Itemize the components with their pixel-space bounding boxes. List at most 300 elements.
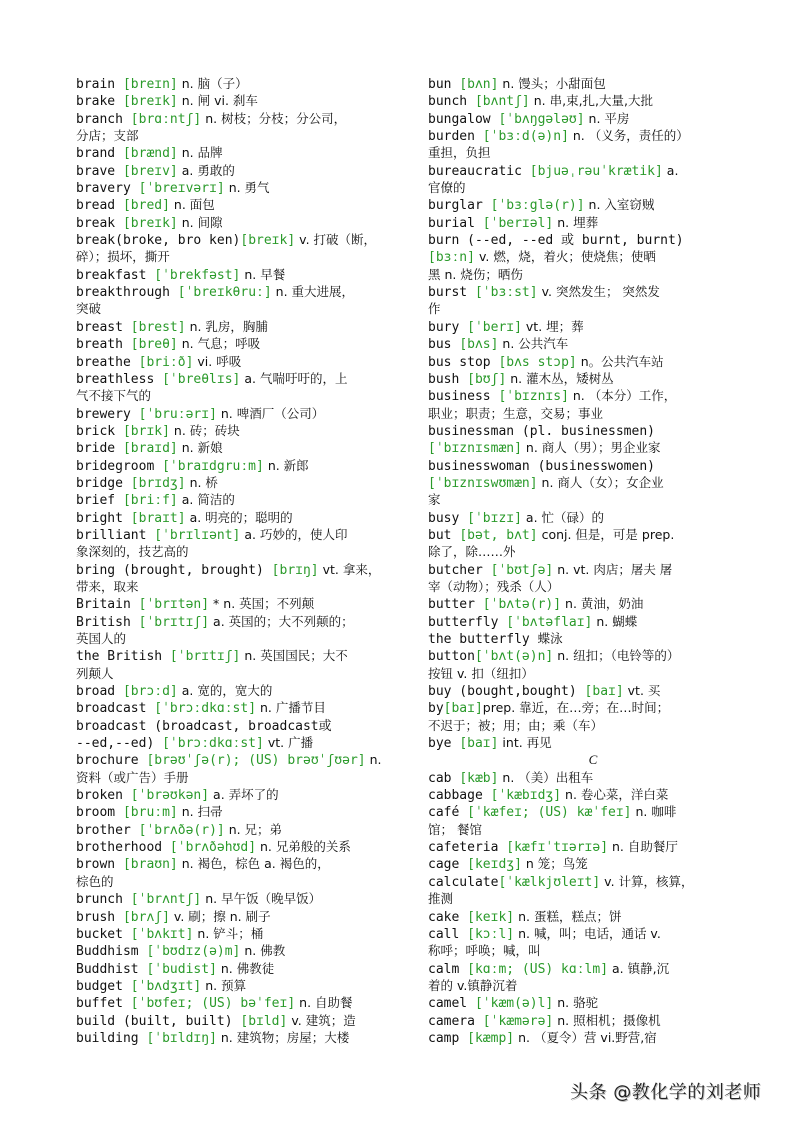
headword: bureaucratic bbox=[428, 163, 530, 179]
definition: a. 巧妙的，使人印 bbox=[240, 526, 348, 542]
definition: n. 灌木丛，矮树丛 bbox=[506, 370, 614, 386]
headword: --ed,--ed) bbox=[76, 736, 163, 752]
definition: n. 面包 bbox=[169, 197, 215, 213]
entry-line bbox=[428, 127, 758, 144]
entry-line bbox=[76, 491, 406, 508]
definition: n. 英国国民；大不 bbox=[240, 648, 348, 664]
definition: n。公共汽车站 bbox=[576, 353, 664, 369]
definition: n. 砖；砖块 bbox=[169, 422, 240, 438]
phonetic: [ˈbraɪdgruːm] bbox=[162, 458, 264, 474]
definition: a. 宽的，宽大的 bbox=[177, 683, 273, 699]
entry-line bbox=[76, 647, 406, 664]
entry-line bbox=[76, 266, 406, 283]
definition: 气不接下气的 bbox=[76, 388, 152, 404]
entry-line bbox=[76, 873, 406, 890]
definition: n. （本分）工作， bbox=[568, 388, 677, 404]
definition: 列颠人 bbox=[76, 665, 114, 681]
phonetic: [breɪv] bbox=[122, 163, 178, 179]
definition: n. 商人（男）；男企业家 bbox=[521, 440, 661, 456]
headword: burn (--ed, --ed 或 burnt, burnt) bbox=[428, 233, 684, 249]
definition: 重担，负担 bbox=[428, 145, 491, 161]
definition: 突破 bbox=[76, 301, 102, 317]
definition: a. bbox=[662, 162, 679, 178]
definition: 宰（动物）；残杀（人） bbox=[428, 578, 560, 594]
entry-line bbox=[76, 439, 406, 456]
phonetic: [ˈbʊdɪz(ə)m] bbox=[146, 944, 241, 960]
phonetic: [ˈbrɪlɪənt] bbox=[154, 527, 241, 543]
entry-line bbox=[428, 110, 758, 127]
definition: n. 佛教徒 bbox=[216, 960, 275, 976]
headword: bungalow bbox=[428, 111, 499, 127]
entry-line bbox=[76, 942, 406, 959]
definition: n. 树枝；分枝；分公司， bbox=[201, 110, 347, 126]
entry-line bbox=[76, 613, 406, 630]
phonetic: [ˈbʌtə(r)] bbox=[482, 597, 562, 613]
headword: burglar bbox=[428, 198, 491, 214]
headword: brave bbox=[76, 163, 123, 179]
entry-line bbox=[428, 405, 758, 422]
entry-line bbox=[76, 422, 406, 439]
entry-line bbox=[428, 266, 758, 283]
headword: break(broke, bro ken) bbox=[76, 233, 241, 249]
definition: a. 忙（碌）的 bbox=[521, 509, 605, 525]
entry-line bbox=[76, 318, 406, 335]
entry-line bbox=[76, 960, 406, 977]
entry-line bbox=[76, 769, 406, 786]
entry-line bbox=[428, 300, 758, 317]
definition: n. 卷心菜，洋白菜 bbox=[561, 787, 669, 803]
phonetic: [ˈbrɪtɪʃ] bbox=[169, 649, 241, 665]
headword: brain bbox=[76, 77, 123, 92]
definition: 资料（或广告）手册 bbox=[76, 769, 189, 785]
entry-line bbox=[76, 92, 406, 109]
definition: a. 明亮的；聪明的 bbox=[185, 509, 293, 525]
headword: cab bbox=[428, 770, 460, 786]
entry-line bbox=[428, 283, 758, 300]
headword: brilliant bbox=[76, 527, 155, 543]
phonetic: [ˈbrʌðəhʊd] bbox=[169, 840, 257, 856]
definition: n. 预算 bbox=[201, 977, 247, 993]
headword: breast bbox=[76, 319, 131, 335]
phonetic: [ˈbʌtəflaɪ] bbox=[506, 614, 593, 630]
definition: 馆； 餐馆 bbox=[428, 821, 482, 837]
headword: brown bbox=[76, 857, 123, 873]
definition: prep. 靠近，在…旁；在…时间； bbox=[482, 700, 670, 716]
headword: the butterfly bbox=[428, 632, 538, 647]
definition: 除了，除……外 bbox=[428, 544, 516, 560]
definition: n. 咖啡 bbox=[631, 804, 677, 820]
definition: 着的 v.镇静沉着 bbox=[428, 977, 518, 993]
phonetic: [ˈbrəʊkən] bbox=[130, 788, 210, 804]
entry-line bbox=[428, 318, 758, 335]
headword: businesswoman (businesswomen) bbox=[428, 458, 655, 474]
headword: buy (bought,bought) bbox=[428, 684, 585, 700]
phonetic: [ˈberɪ] bbox=[467, 319, 522, 335]
headword: bus bbox=[428, 337, 460, 353]
entry-line bbox=[76, 370, 406, 387]
headword: brick bbox=[76, 423, 123, 439]
entry-line bbox=[76, 248, 406, 265]
definition: vt. 广播 bbox=[263, 735, 314, 751]
phonetic: [ˈbɜːst] bbox=[474, 285, 538, 301]
phonetic: [ˈbreθlɪs] bbox=[162, 371, 241, 387]
phonetic: [ˈbrɪtən] bbox=[138, 597, 210, 613]
definition: 官僚的 bbox=[428, 180, 466, 196]
definition: n. 公共汽车 bbox=[498, 336, 569, 352]
entry-line bbox=[428, 491, 758, 508]
entry-line bbox=[76, 561, 406, 578]
definition: n. 佛教 bbox=[240, 943, 286, 959]
headword: brotherhood bbox=[76, 840, 170, 856]
definition: a. 镇静,沉 bbox=[608, 960, 670, 976]
entry-line bbox=[76, 734, 406, 751]
headword: building bbox=[76, 1030, 147, 1046]
headword: cage bbox=[428, 857, 468, 873]
definition: n. 褐色，棕色 a. 褐色的， bbox=[177, 856, 330, 872]
definition: n. 蛋糕，糕点；饼 bbox=[514, 908, 622, 924]
headword: Britain bbox=[76, 597, 139, 613]
phonetic: [ˈkæfeɪ; (US) kæˈfeɪ] bbox=[467, 805, 632, 821]
definition: conj. 但是，可是 prep. bbox=[537, 526, 675, 542]
phonetic: [ˈbrɔːdkɑːst] bbox=[154, 701, 257, 717]
phonetic: [ˈbudist] bbox=[146, 961, 217, 977]
headword: business bbox=[428, 389, 499, 405]
definition: 推测 bbox=[428, 891, 454, 907]
entry-line bbox=[428, 682, 758, 699]
headword: camel bbox=[428, 996, 475, 1012]
phonetic: [bʊʃ] bbox=[467, 371, 507, 387]
entry-line bbox=[428, 734, 758, 751]
headword: breath bbox=[76, 337, 131, 353]
definition: n. 馒头；小甜面包 bbox=[498, 76, 606, 91]
phonetic: [ˈbrekfəst] bbox=[154, 267, 241, 283]
phonetic: [ˈbrʌntʃ] bbox=[130, 892, 202, 908]
entry-line bbox=[428, 144, 758, 161]
entry-line bbox=[76, 682, 406, 699]
headword: cafeteria bbox=[428, 840, 507, 856]
entry-line bbox=[76, 595, 406, 612]
phonetic: [kɔːl] bbox=[467, 926, 515, 942]
phonetic: [ˈberɪəl] bbox=[482, 215, 554, 231]
entry-line bbox=[428, 92, 758, 109]
headword: British bbox=[76, 614, 139, 630]
headword: bright bbox=[76, 510, 131, 526]
headword: the British bbox=[76, 649, 170, 665]
headword: café bbox=[428, 805, 468, 821]
phonetic: [ˈbʊfeɪ; (US) bəˈfeɪ] bbox=[130, 996, 296, 1012]
entry-line bbox=[76, 144, 406, 161]
phonetic: [ˈkælkjʊleɪt] bbox=[498, 874, 601, 890]
entry-line bbox=[428, 908, 758, 925]
entry-line bbox=[76, 526, 406, 543]
headword: brochure bbox=[76, 753, 147, 769]
phonetic: [brest] bbox=[130, 319, 186, 335]
entry-line bbox=[76, 977, 406, 994]
definition: n. 气息；呼吸 bbox=[177, 336, 261, 352]
phonetic: [breθ] bbox=[130, 337, 178, 353]
entry-line bbox=[428, 821, 758, 838]
definition: n. （夏令）营 vi.野营,宿 bbox=[514, 1029, 657, 1045]
headword: Buddhist bbox=[76, 961, 147, 977]
headword: cake bbox=[428, 909, 468, 925]
headword: bush bbox=[428, 371, 468, 387]
headword: brief bbox=[76, 493, 123, 509]
definition: int. 再见 bbox=[498, 735, 552, 751]
definition: n. 平房 bbox=[584, 110, 630, 126]
definition: vt. 埋；葬 bbox=[521, 318, 584, 334]
entry-line bbox=[428, 977, 758, 994]
headword: by bbox=[428, 701, 444, 717]
definition: n. 扫帚 bbox=[177, 804, 223, 820]
headword: bye bbox=[428, 736, 460, 752]
entry-line bbox=[428, 873, 758, 890]
headword: camp bbox=[428, 1030, 468, 1046]
entry-line bbox=[76, 751, 406, 768]
phonetic: [ˈbreɪkθruː] bbox=[177, 285, 272, 301]
definition: n. 照相机；摄像机 bbox=[553, 1012, 661, 1028]
definition: 黑 n. 烧伤；晒伤 bbox=[428, 266, 523, 282]
phonetic: [brʌʃ] bbox=[122, 909, 170, 925]
phonetic: [bjuəˌrəuˈkrætik] bbox=[529, 163, 663, 179]
entry-line bbox=[428, 595, 758, 612]
definition: n. 黄油，奶油 bbox=[561, 596, 644, 612]
entry-line bbox=[76, 908, 406, 925]
phonetic: [brɪdʒ] bbox=[130, 475, 186, 491]
definition: 职业；职责；生意，交易；事业 bbox=[428, 405, 604, 421]
headword: bring (brought, brought) bbox=[76, 562, 272, 578]
definition: 象深刻的，技艺高的 bbox=[76, 544, 189, 560]
watermark: 头条 @教化学的刘老师 bbox=[570, 1082, 762, 1103]
phonetic: [ˈbreɪvərɪ] bbox=[138, 181, 225, 197]
phonetic: [brɪŋ] bbox=[271, 562, 319, 578]
headword: broom bbox=[76, 805, 123, 821]
entry-line bbox=[76, 162, 406, 179]
definition: n. 蝴蝶 bbox=[592, 613, 638, 629]
definition: n. bbox=[365, 752, 382, 768]
headword: bun bbox=[428, 77, 460, 92]
headword: breakthrough bbox=[76, 285, 178, 301]
phonetic: [ˈbʌŋgələʊ] bbox=[498, 111, 585, 127]
phonetic: [keɪdʒ] bbox=[467, 857, 522, 873]
entry-line bbox=[76, 994, 406, 1011]
definition: n 笼；鸟笼 bbox=[521, 856, 588, 872]
entry-line bbox=[76, 405, 406, 422]
headword: bunch bbox=[428, 94, 475, 110]
definition: n. 勇气 bbox=[224, 180, 270, 196]
entry-line bbox=[76, 630, 406, 647]
headword: breakfast bbox=[76, 267, 155, 283]
definition: n. 闸 vi. 刹车 bbox=[177, 93, 258, 109]
definition: n. 品牌 bbox=[177, 145, 223, 161]
definition: 棕色的 bbox=[76, 873, 114, 889]
definition: v. 计算，核算， bbox=[600, 873, 694, 889]
entry-line bbox=[428, 179, 758, 196]
entry-line bbox=[76, 509, 406, 526]
phonetic: [bʌn] bbox=[459, 77, 499, 92]
headword: break bbox=[76, 215, 123, 231]
headword: cabbage bbox=[428, 788, 491, 804]
entry-line bbox=[428, 647, 758, 664]
phonetic: [ˈbɪznɪswʊmæn] bbox=[428, 475, 538, 491]
definition: n. 埋葬 bbox=[553, 214, 599, 230]
definition: n. 入室窃贼 bbox=[584, 197, 655, 213]
headword: Buddhism bbox=[76, 944, 147, 960]
entry-line bbox=[428, 838, 758, 855]
entry-line bbox=[76, 838, 406, 855]
definition: vt. 拿来， bbox=[318, 561, 381, 577]
definition: v. 燃，烧，着火；使烧焦；使晒 bbox=[474, 249, 656, 265]
headword: burden bbox=[428, 129, 483, 145]
entry-line bbox=[428, 335, 758, 352]
entry-line bbox=[428, 994, 758, 1011]
definition: a. 简洁的 bbox=[177, 492, 235, 508]
definition: v. 打破（断， bbox=[295, 232, 377, 248]
definition: * n. 英国；不列颠 bbox=[209, 596, 315, 612]
phonetic: [bɜːn] bbox=[428, 250, 475, 266]
phonetic: [brɪk] bbox=[122, 423, 170, 439]
phonetic: [briːð] bbox=[138, 354, 194, 370]
definition: n. 早餐 bbox=[240, 266, 286, 282]
entry-line bbox=[428, 231, 758, 248]
definition: a. 英国的；大不列颠的； bbox=[209, 613, 354, 629]
headword: busy bbox=[428, 510, 468, 526]
definition: a. 弄坏了的 bbox=[209, 787, 279, 803]
headword: brunch bbox=[76, 892, 131, 908]
entry-line bbox=[428, 543, 758, 560]
headword: bury bbox=[428, 319, 468, 335]
headword: button bbox=[428, 649, 475, 665]
definition: n. 纽扣；（电铃等的） bbox=[553, 648, 680, 664]
headword: camera bbox=[428, 1013, 483, 1029]
headword: breathless bbox=[76, 371, 163, 387]
phonetic: [bɪld] bbox=[240, 1013, 288, 1029]
definition: n. 重大进展， bbox=[271, 284, 355, 300]
phonetic: [baɪ] bbox=[443, 701, 483, 717]
entry-line bbox=[428, 769, 758, 786]
phonetic: [breɪk] bbox=[240, 233, 296, 249]
entry-line bbox=[428, 1029, 758, 1046]
headword: calculate bbox=[428, 874, 499, 890]
headword: budget bbox=[76, 978, 131, 994]
phonetic: [ˈbɪldɪŋ] bbox=[146, 1030, 217, 1046]
phonetic: [ˈbɜːd(ə)n] bbox=[482, 129, 569, 145]
phonetic: [ˈbɜːglə(r)] bbox=[490, 198, 585, 214]
entry-line bbox=[428, 387, 758, 404]
definition: n. 骆驼 bbox=[553, 995, 599, 1011]
definition: n. 桥 bbox=[185, 474, 218, 490]
entry-line bbox=[76, 353, 406, 370]
headword: brother bbox=[76, 822, 139, 838]
left-column bbox=[76, 75, 406, 1046]
entry-line bbox=[76, 890, 406, 907]
headword: butterfly bbox=[428, 614, 507, 630]
headword: butcher bbox=[428, 562, 491, 578]
phonetic: [ˈbʌdʒɪt] bbox=[130, 978, 202, 994]
entry-line bbox=[76, 821, 406, 838]
entry-line bbox=[428, 561, 758, 578]
definition: n. 兄；弟 bbox=[224, 821, 283, 837]
headword: but bbox=[428, 527, 460, 543]
headword: buffet bbox=[76, 996, 131, 1012]
entry-line bbox=[76, 1029, 406, 1046]
headword: build (built, built) bbox=[76, 1013, 241, 1029]
entry-line bbox=[76, 283, 406, 300]
entry-line bbox=[76, 110, 406, 127]
entry-line bbox=[428, 699, 758, 716]
definition: n. 早午饭（晚早饭） bbox=[201, 891, 322, 907]
headword: breathe bbox=[76, 354, 139, 370]
phonetic: [ˈbʊtʃə] bbox=[490, 562, 554, 578]
entry-line bbox=[76, 179, 406, 196]
entry-line bbox=[428, 526, 758, 543]
headword: burial bbox=[428, 215, 483, 231]
phonetic: [brəʊˈʃə(r); (US) brəʊˈʃʊər] bbox=[146, 753, 366, 769]
right-column bbox=[428, 75, 758, 1046]
definition: 碎）；损坏，撕开 bbox=[76, 249, 170, 265]
entry-line bbox=[428, 196, 758, 213]
entry-line bbox=[76, 786, 406, 803]
definition: 称呼；呼唤；喊，叫 bbox=[428, 943, 541, 959]
entry-line bbox=[76, 196, 406, 213]
entry-line bbox=[428, 509, 758, 526]
definition: n. 啤酒厂（公司） bbox=[216, 405, 325, 421]
phonetic: [ˈbrʌðə(r)] bbox=[138, 822, 225, 838]
entry-line bbox=[428, 1012, 758, 1029]
headword: branch bbox=[76, 111, 131, 127]
definition: n. 广播节目 bbox=[256, 700, 326, 716]
phonetic: [kæfɪˈtɪərɪə] bbox=[506, 840, 609, 856]
section-letter: C bbox=[588, 752, 598, 768]
phonetic: [braʊn] bbox=[122, 857, 178, 873]
definition: n. vt. 肉店；屠夫 屠 bbox=[553, 561, 673, 577]
phonetic: [ˈbrɔːdkɑːst] bbox=[162, 736, 264, 752]
phonetic: [bʌntʃ] bbox=[474, 94, 530, 110]
entry-line bbox=[76, 300, 406, 317]
phonetic: [ˈbɪznɪsmæn] bbox=[428, 441, 522, 457]
headword: butter bbox=[428, 597, 483, 613]
entry-line bbox=[76, 127, 406, 144]
phonetic: [ˈkæbɪdʒ] bbox=[490, 788, 562, 804]
headword: brake bbox=[76, 94, 123, 110]
definition: n. 脑（子） bbox=[177, 76, 248, 91]
definition: n. 新娘 bbox=[177, 440, 223, 456]
entry-line bbox=[76, 543, 406, 560]
phonetic: [ˈbɪzɪ] bbox=[467, 510, 522, 526]
phonetic: [braɪd] bbox=[122, 441, 178, 457]
definition: a. 勇敢的 bbox=[177, 162, 235, 178]
entry-line bbox=[428, 942, 758, 959]
definition: a. 气喘吁吁的，上 bbox=[240, 370, 348, 386]
entry-line bbox=[428, 474, 758, 491]
entry-line bbox=[428, 75, 758, 92]
definition: v. 刷；擦 n. 刷子 bbox=[169, 908, 271, 924]
definition: n. 建筑物；房屋；大楼 bbox=[216, 1029, 350, 1045]
entry-line bbox=[76, 925, 406, 942]
definition: n. 串,束,扎,大量,大批 bbox=[529, 93, 654, 109]
entry-line bbox=[428, 925, 758, 942]
phonetic: [brænd] bbox=[122, 146, 178, 162]
definition: vi. 呼吸 bbox=[193, 353, 242, 369]
headword: bread bbox=[76, 198, 123, 214]
definition: n. 喊，叫；电话，通话 v. bbox=[514, 925, 661, 941]
phonetic: [bruːm] bbox=[122, 805, 178, 821]
entry-line bbox=[76, 1012, 406, 1029]
phonetic: [bət, bʌt] bbox=[459, 527, 538, 543]
entry-line bbox=[428, 665, 758, 682]
definition: v. 突然发生； 突然发 bbox=[537, 284, 660, 300]
phonetic: [briːf] bbox=[122, 493, 178, 509]
entry-line bbox=[76, 665, 406, 682]
